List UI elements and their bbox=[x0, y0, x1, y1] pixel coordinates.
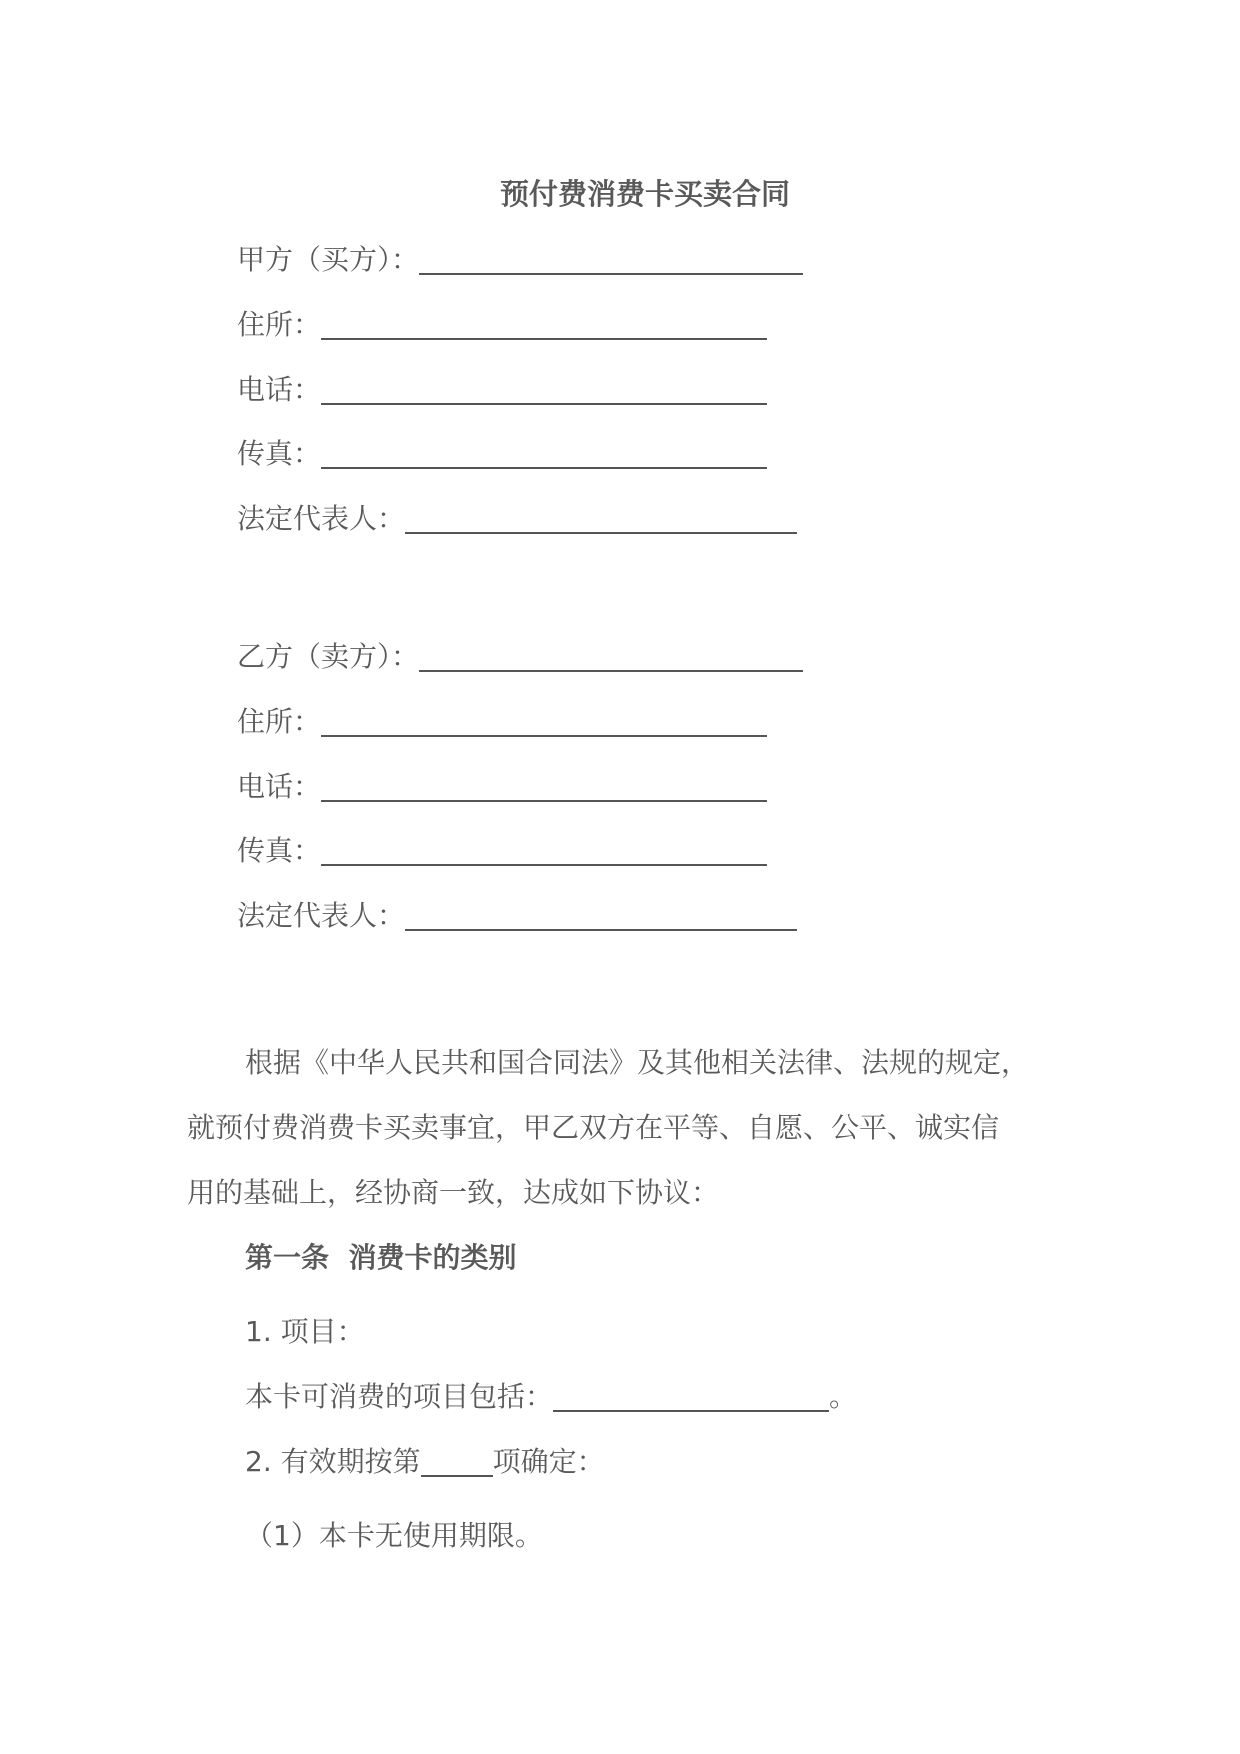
party-b-name-label: 乙方（卖方）： bbox=[237, 640, 420, 673]
party-b-name-field[interactable] bbox=[419, 640, 803, 672]
article-1-item-1-text-row bbox=[245, 1377, 857, 1417]
party-a-rep-row bbox=[237, 499, 797, 539]
party-a-name-field[interactable] bbox=[419, 243, 803, 275]
party-b-phone-field[interactable] bbox=[321, 770, 767, 802]
article-1-item-1-end: 。 bbox=[829, 1380, 858, 1413]
party-a-rep-field[interactable] bbox=[405, 502, 797, 534]
party-b-phone-row bbox=[237, 767, 767, 807]
intro-line-3: 用的基础上，经协商一致，达成如下协议： bbox=[187, 1176, 720, 1209]
document-title: 预付费消费卡买卖合同 bbox=[499, 177, 790, 211]
validity-option-field[interactable] bbox=[421, 1445, 493, 1477]
article-1-option-1: （1）本卡无使用期限。 bbox=[245, 1519, 543, 1552]
party-a-phone-label: 电话： bbox=[237, 373, 322, 406]
intro-line-1: 根据《中华人民共和国合同法》及其他相关法律、法规的规定， bbox=[245, 1046, 1030, 1079]
article-1-item-2-row bbox=[245, 1442, 605, 1482]
article-1-item-1-text: 本卡可消费的项目包括： bbox=[245, 1380, 554, 1413]
article-1-heading: 第一条 消费卡的类别 bbox=[245, 1241, 517, 1274]
party-b-fax-field[interactable] bbox=[321, 834, 767, 866]
party-b-address-row bbox=[237, 702, 767, 742]
article-1-item-2-post: 项确定： bbox=[492, 1445, 605, 1478]
party-b-name-row bbox=[237, 637, 803, 677]
party-a-phone-row bbox=[237, 370, 767, 410]
party-b-rep-field[interactable] bbox=[405, 899, 797, 931]
party-a-rep-label: 法定代表人： bbox=[237, 502, 406, 535]
party-a-phone-field[interactable] bbox=[321, 373, 767, 405]
intro-line-2: 就预付费消费卡买卖事宜，甲乙双方在平等、自愿、公平、诚实信 bbox=[187, 1111, 1000, 1144]
party-b-fax-row bbox=[237, 831, 767, 871]
party-a-address-field[interactable] bbox=[321, 308, 767, 340]
consumable-items-field[interactable] bbox=[553, 1380, 829, 1412]
party-a-name-label: 甲方（买方）： bbox=[237, 243, 420, 276]
party-b-fax-label: 传真： bbox=[237, 834, 322, 867]
party-a-name-row bbox=[237, 240, 803, 280]
article-1-item-1: 1. 项目： bbox=[245, 1315, 365, 1348]
party-b-rep-label: 法定代表人： bbox=[237, 899, 406, 932]
party-b-address-field[interactable] bbox=[321, 705, 767, 737]
article-1-item-2-pre: 2. 有效期按第 bbox=[245, 1445, 421, 1478]
party-b-rep-row bbox=[237, 896, 797, 936]
party-a-fax-row bbox=[237, 434, 767, 474]
party-b-address-label: 住所： bbox=[237, 705, 322, 738]
party-b-phone-label: 电话： bbox=[237, 770, 322, 803]
party-a-fax-label: 传真： bbox=[237, 437, 322, 470]
party-a-fax-field[interactable] bbox=[321, 437, 767, 469]
party-a-address-label: 住所： bbox=[237, 308, 322, 341]
party-a-address-row bbox=[237, 305, 767, 345]
